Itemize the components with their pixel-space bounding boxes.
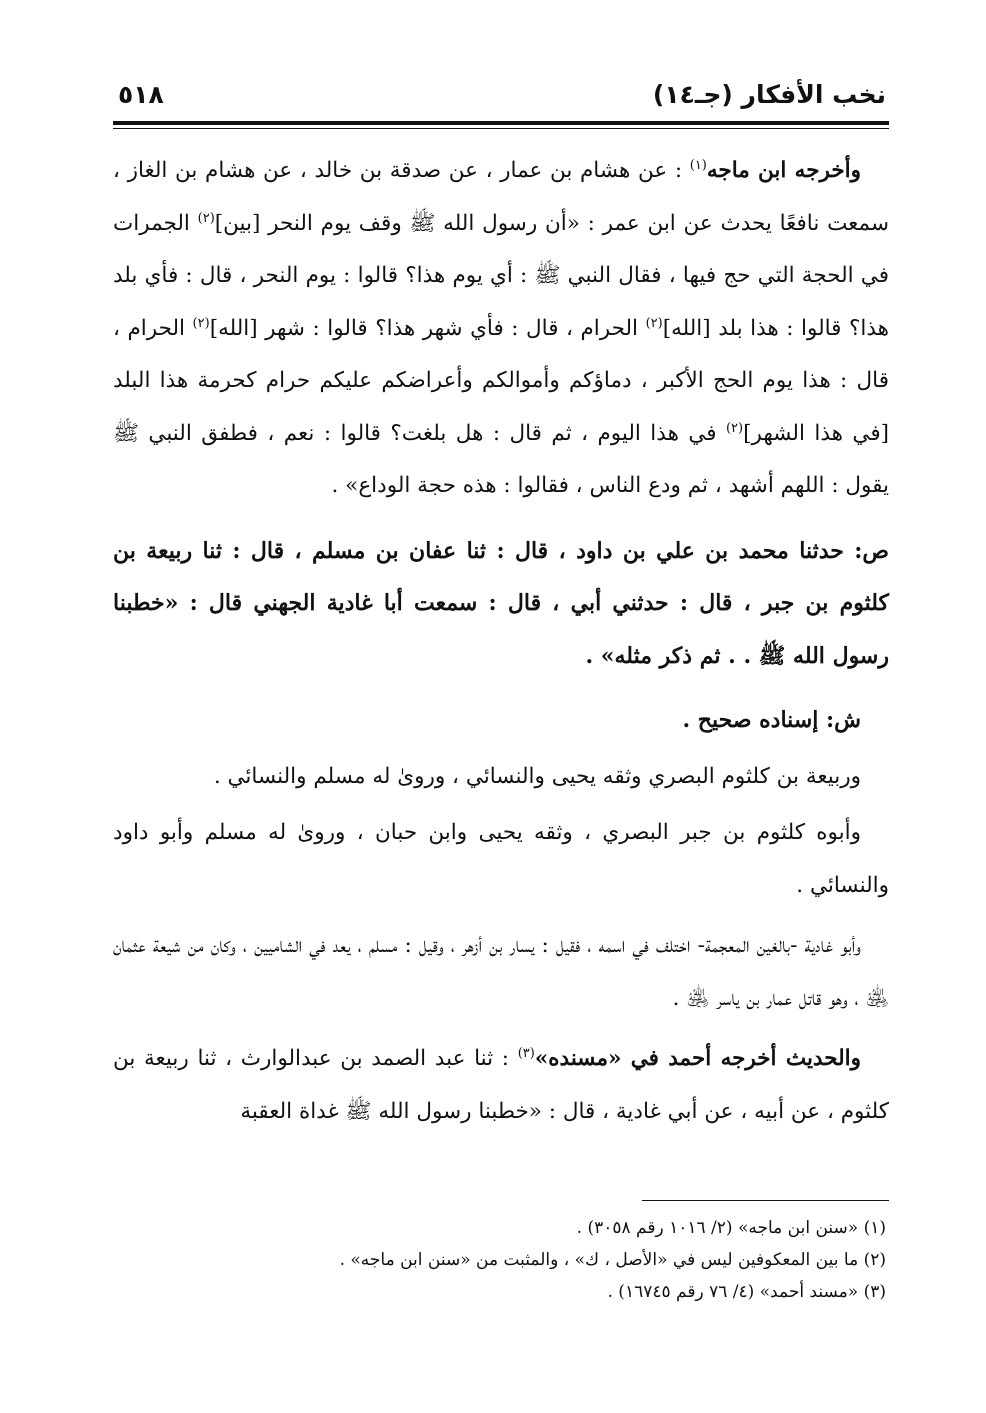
footnote-3: (٣) «مسند أحمد» (٤/ ٧٦ رقم ١٦٧٤٥) . bbox=[607, 1282, 886, 1302]
paragraph-text: : عن هشام بن عمار ، عن صدقة بن خالد ، عن هشام بن الغاز ، سمعت نافعًا يحدث عن ابن عمر : «أن رسول الله ﷺ وقف يوم النحر [بين] bbox=[113, 158, 889, 236]
paragraph-ahmad bbox=[113, 1033, 889, 1138]
footnotes bbox=[110, 1212, 886, 1308]
narrator-abu-ghadiya: وأبو غادية -بالغين المعجمة- اختلف في اسمه ، فقيل : يسار بن أزهر ، وقيل : مسلم ، يعد في الشاميين ، وكان من شيعة عثمان ﵁ ، وهو قاتل عمار بن ياسر ﵁ . bbox=[113, 933, 889, 1011]
footnote-ref: (٢) bbox=[725, 420, 744, 436]
footnote-ref: (١) bbox=[689, 157, 707, 173]
page-number: ٥١٨ bbox=[118, 80, 164, 109]
footnote-ref: (٢) bbox=[197, 210, 215, 226]
paragraph-text: في هذا اليوم ، ثم قال : هل بلغت؟ قالوا : نعم ، فطفق النبي ﷺ يقول : اللهم أشهد ، ثم ودع الناس ، فقالوا : هذه حجة الوداع» . bbox=[113, 420, 889, 498]
paragraph-text: الحرام ، قال : هذا يوم الحج الأكبر ، دماؤكم وأموالكم وأعراضكم عليكم حرام كحرمة هذا البلد [في هذا الشهر] bbox=[113, 315, 889, 446]
commentary-heading: ش: إسناده صحيح . bbox=[682, 707, 861, 733]
header-rule-thick bbox=[113, 121, 889, 125]
source-citation: والحديث أخرجه أحمد في «مسنده» bbox=[534, 1046, 861, 1071]
footnote-ref: (٣) bbox=[517, 1045, 535, 1061]
header-rule-thin bbox=[113, 128, 889, 129]
hadith-chain-paragraph: ص: حدثنا محمد بن علي بن داود ، قال : ثنا عفان بن مسلم ، قال : ثنا ربيعة بن كلثوم بن جبر ، قال : حدثني أبي ، قال : سمعت أبا غادية الجهني قال : «خطبنا رسول الله ﷺ . . ثم ذكر مثله» . bbox=[113, 537, 889, 669]
running-title: نخب الأفكار (جـ١٤) bbox=[652, 80, 886, 109]
footnote-1: (١) «سنن ابن ماجه» (٢/ ١٠١٦ رقم ٣٠٥٨) . bbox=[576, 1218, 886, 1238]
paragraph-ibn-majah bbox=[113, 145, 889, 513]
footnote-ref: (٢) bbox=[192, 315, 210, 331]
paragraph-text: : ثنا عبد الصمد بن عبدالوارث ، ثنا ربيعة بن كلثوم ، عن أبيه ، عن أبي غادية ، قال : «خطبنا رسول الله ﷺ غداة العقبة bbox=[113, 1046, 889, 1124]
main-text bbox=[113, 145, 889, 1138]
source-citation: وأخرجه ابن ماجه bbox=[706, 158, 861, 183]
paragraph-text: الحرام ، قال : فأي شهر هذا؟ قالوا : شهر [الله] bbox=[209, 315, 646, 341]
narrator-kulthum: وأبوه كلثوم بن جبر البصري ، وثقه يحيى وابن حبان ، وروىٰ له مسلم وأبو داود والنسائي . bbox=[113, 820, 889, 898]
footnote-separator bbox=[642, 1200, 889, 1201]
footnote-ref: (٢) bbox=[645, 315, 663, 331]
paragraph-text: الجمرات في الحجة التي حج فيها ، فقال النبي ﷺ : أي يوم هذا؟ قالوا : يوم النحر ، قال : فأي بلد هذا؟ قالوا : هذا بلد [الله] bbox=[113, 210, 889, 341]
narrator-rabia: وربيعة بن كلثوم البصري وثقه يحيى والنسائي ، وروىٰ له مسلم والنسائي . bbox=[213, 763, 861, 789]
footnote-2: (٢) ما بين المعكوفين ليس في «الأصل ، ك» ، والمثبت من «سنن ابن ماجه» . bbox=[339, 1250, 886, 1270]
